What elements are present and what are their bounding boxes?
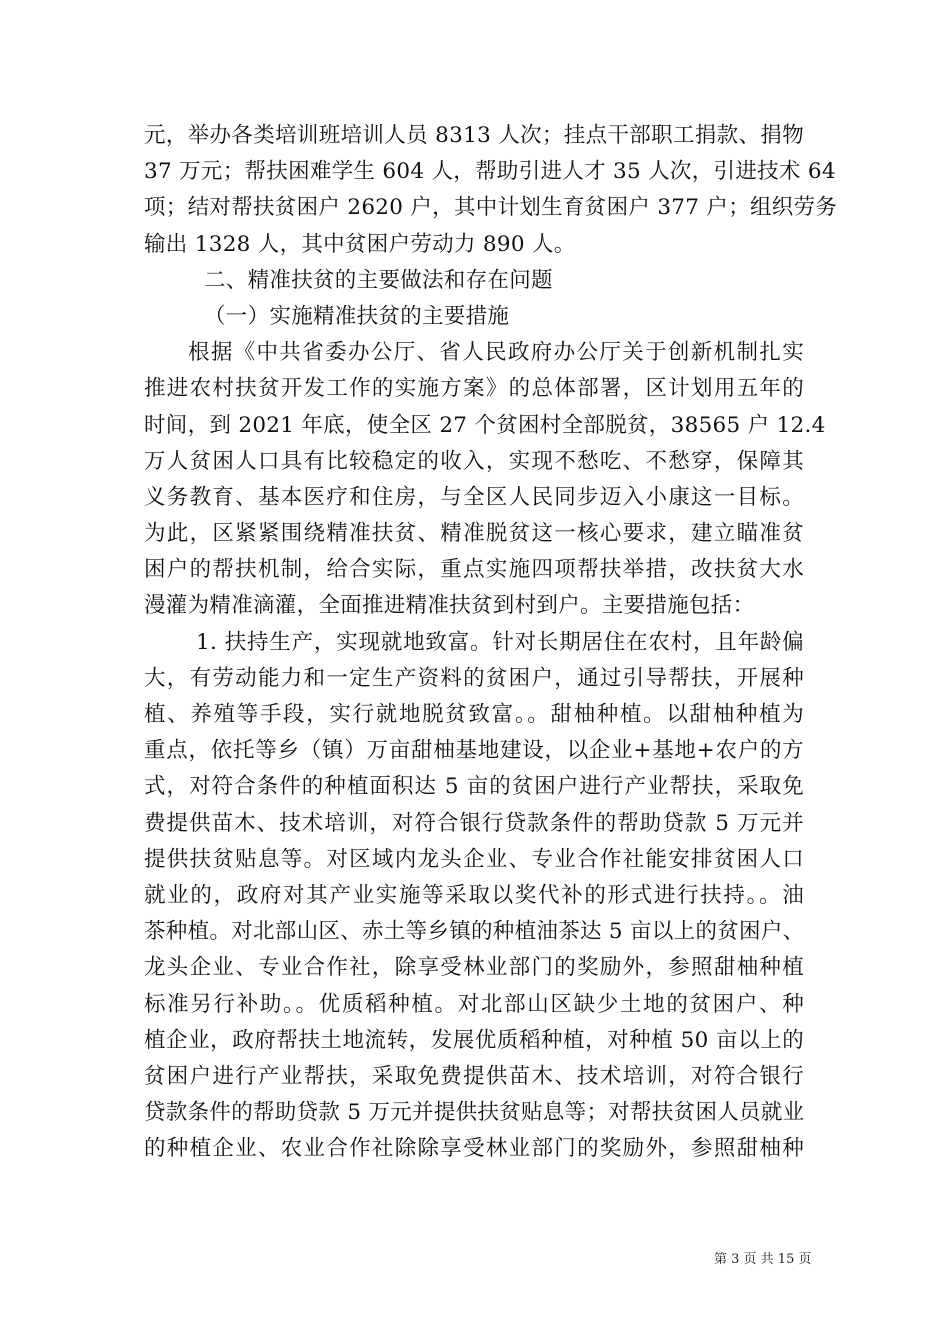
text-line: 重点，依托等乡（镇）万亩甜柚基地建设，以企业+基地+农户的方 [144, 738, 804, 764]
text-line: 义务教育、基本医疗和住房，与全区人民同步迈入小康这一目标。 [144, 484, 804, 510]
text-line: 贫困户进行产业帮扶，采取免费提供苗木、技术培训，对符合银行 [144, 1063, 804, 1089]
text-line: 项；结对帮扶贫困户 2620 户，其中计划生育贫困户 377 户；组织劳务 [144, 195, 838, 221]
text-line: 的种植企业、农业合作社除除享受林业部门的奖励外，参照甜柚种 [144, 1136, 804, 1162]
text-line: 元，举办各类培训班培训人员 8313 人次；挂点干部职工捐款、捐物 [144, 123, 804, 148]
paragraph-first-line: 根据《中共省委办公厅、省人民政府办公厅关于创新机制扎实 [188, 340, 804, 366]
text-line: 贷款条件的帮助贷款 5 万元并提供扶贫贴息等；对帮扶贫困人员就业 [144, 1100, 805, 1126]
text-line: 大，有劳动能力和一定生产资料的贫困户，通过引导帮扶，开展种 [144, 665, 804, 691]
text-line: 标准另行补助。。优质稻种植。对北部山区缺少土地的贫困户、种 [144, 991, 804, 1017]
text-line: 植、养殖等手段，实行就地脱贫致富。。甜柚种植。以甜柚种植为 [144, 702, 804, 727]
text-line: 万人贫困人口具有比较稳定的收入，实现不愁吃、不愁穿，保障其 [144, 448, 804, 474]
text-line: 时间，到 2021 年底，使全区 27 个贫困村全部脱贫，38565 户 12.4 [144, 412, 826, 438]
text-line: 为此，区紧紧围绕精准扶贫、精准脱贫这一核心要求，建立瞄准贫 [144, 521, 804, 547]
text-line: 植企业，政府帮扶土地流转，发展优质稻种植，对种植 50 亩以上的 [144, 1027, 804, 1053]
text-line: 式，对符合条件的种植面积达 5 亩的贫困户进行产业帮扶，采取免 [144, 774, 804, 800]
text-line: 漫灌为精准滴灌，全面推进精准扶贫到村到户。主要措施包括： [144, 593, 755, 619]
text-line: 输出 1328 人，其中贫困户劳动力 890 人。 [144, 231, 576, 257]
page-number: 第 3 页 共 15 页 [714, 1252, 812, 1267]
section-heading: 二、精准扶贫的主要做法和存在问题 [204, 267, 553, 293]
text-line: 困户的帮扶机制，给合实际，重点实施四项帮扶举措，改扶贫大水 [144, 557, 804, 583]
subsection-heading: （一）实施精准扶贫的主要措施 [204, 303, 510, 329]
text-line: 龙头企业、专业合作社，除享受林业部门的奖励外，参照甜柚种植 [144, 955, 804, 981]
text-line: 提供扶贫贴息等。对区域内龙头企业、专业合作社能安排贫困人口 [144, 846, 804, 872]
paragraph-first-line: 1. 扶持生产，实现就地致富。针对长期居住在农村，且年龄偏 [196, 629, 804, 655]
text-line: 37 万元；帮扶困难学生 604 人，帮助引进人才 35 人次，引进技术 64 [144, 159, 836, 185]
text-line: 茶种植。对北部山区、赤土等乡镇的种植油茶达 5 亩以上的贫困户、 [144, 919, 805, 945]
text-line: 就业的，政府对其产业实施等采取以奖代补的形式进行扶持。。油 [144, 882, 804, 908]
text-line: 推进农村扶贫开发工作的实施方案》的总体部署，区计划用五年的 [144, 376, 804, 402]
text-line: 费提供苗木、技术培训，对符合银行贷款条件的帮助贷款 5 万元并 [144, 810, 804, 836]
document-page [144, 118, 838, 1167]
